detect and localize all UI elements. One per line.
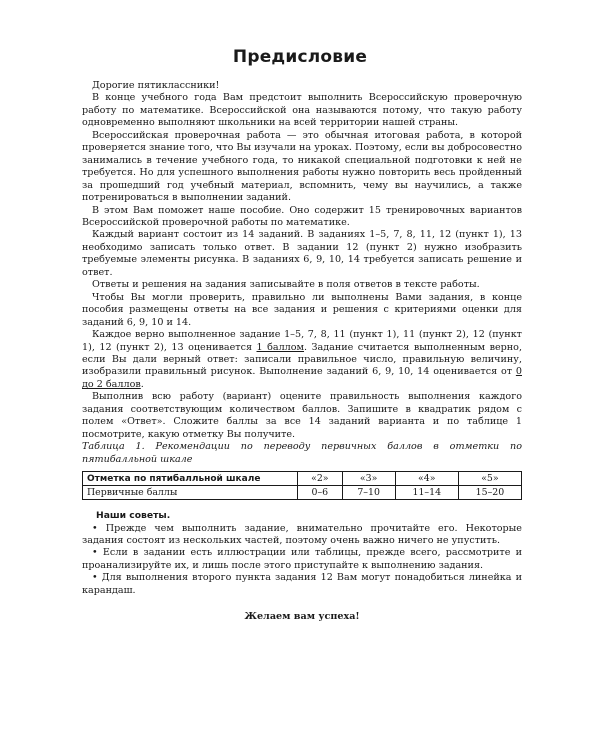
preface-body bbox=[82, 80, 522, 624]
paragraph-structure: Каждый вариант состоит из 14 заданий. В заданиях 1–5, 7, 8, 11, 12 (пункт 1), 13 необходимо записать только ответ. В задании 12 (пункт 2) нужно изобразить требуемые элементы рисунка. В заданиях 6, 9, 10, 14 требуется записать решение и ответ. bbox=[82, 229, 522, 278]
table-grade-cell: «5» bbox=[458, 472, 521, 486]
table-grade-cell: «4» bbox=[395, 472, 458, 486]
paragraph-description: Всероссийская проверочная работа — это обычная итоговая работа, в которой проверяется знание того, что Вы изучали на уроках. Поэтому, если вы добросовестно занимались в течение учебного года, то никакой специальной подготовки к ней не требуется. Но для успешного выполнения работы нужно повторить весь пройденный за прошедший год учебный материал, вспомнить, чему вы научились, а также потренироваться в выполнении заданий. bbox=[82, 129, 522, 204]
table-caption: Таблица 1. Рекомендации по переводу первичных баллов в отметки по пятибалльной шкале bbox=[82, 441, 522, 465]
tip-item: • Для выполнения второго пункта задания 12 Вам могут понадобиться линейка и карандаш. bbox=[82, 572, 522, 596]
page-title: Предисловие bbox=[232, 47, 368, 67]
paragraph-manual: В этом Вам поможет наше пособие. Оно содержит 15 тренировочных вариантов Всероссийской проверочной работы по математике. bbox=[82, 204, 522, 228]
table-header-label: Отметка по пятибалльной шкале bbox=[83, 472, 298, 486]
scoring-underline-1: 1 баллом bbox=[256, 341, 305, 353]
scoring-text-1: Каждое верно выполненное задание 1–5, 7, 8, 11 (пункт 1), 11 (пункт 2), 12 (пункт 1), 12 (пункт 2), 13 оценивается bbox=[82, 329, 522, 353]
table-row-label: Первичные баллы bbox=[83, 486, 298, 500]
scoring-text-2: . Задание считается выполненным верно, если Вы дали верный ответ: записали правильное число, правильную величину, изобразили правильный рисунок. Выполнение заданий 6, 9, 10, 14 оценивается от bbox=[82, 341, 523, 378]
tip-item: • Если в задании есть иллюстрации или таблицы, прежде всего, рассмотрите и проанализируйте их, и лишь после этого приступайте к выполнению задания. bbox=[82, 547, 522, 571]
scoring-text-3: . bbox=[140, 378, 144, 390]
table-range-cell: 15–20 bbox=[458, 486, 521, 500]
closing-wish: Желаем вам успеха! bbox=[244, 611, 360, 623]
table-row bbox=[83, 486, 522, 500]
greeting: Дорогие пятиклассники! bbox=[92, 80, 220, 91]
table-row bbox=[83, 472, 522, 486]
paragraph-check: Чтобы Вы могли проверить, правильно ли выполнены Вами задания, в конце пособия размещены ответы на все задания и решения с критериями оценки для заданий 6, 9, 10 и 14. bbox=[82, 291, 522, 328]
table-range-cell: 0–6 bbox=[298, 486, 342, 500]
table-range-cell: 11–14 bbox=[395, 486, 458, 500]
tips-title: Наши советы. bbox=[96, 510, 171, 522]
table-grade-cell: «2» bbox=[298, 472, 342, 486]
paragraph-scoring bbox=[82, 329, 522, 391]
paragraph-intro: В конце учебного года Вам предстоит выполнить Всероссийскую проверочную работу по математике. Всероссийской она называются потому, что такую работу одновременно выполняют школьники на всей территории нашей страны. bbox=[82, 92, 522, 129]
tip-item: • Прежде чем выполнить задание, внимательно прочитайте его. Некоторые задания состоят из нескольких частей, поэтому очень важно ничего не упустить. bbox=[82, 522, 522, 546]
table-grade-cell: «3» bbox=[342, 472, 395, 486]
grade-table bbox=[82, 471, 522, 500]
scoring-underline-2: 0 до 2 баллов bbox=[82, 366, 522, 390]
paragraph-answers: Ответы и решения на задания записывайте в поля ответов в тексте работы. bbox=[92, 279, 480, 291]
table-range-cell: 7–10 bbox=[342, 486, 395, 500]
paragraph-outro: Выполнив всю работу (вариант) оцените правильность выполнения каждого задания соответствующим количеством баллов. Запишите в квадратик рядом с полем «Ответ». Сложите баллы за все 14 заданий варианта и по таблице 1 посмотрите, какую отметку Вы получите. bbox=[82, 391, 522, 440]
